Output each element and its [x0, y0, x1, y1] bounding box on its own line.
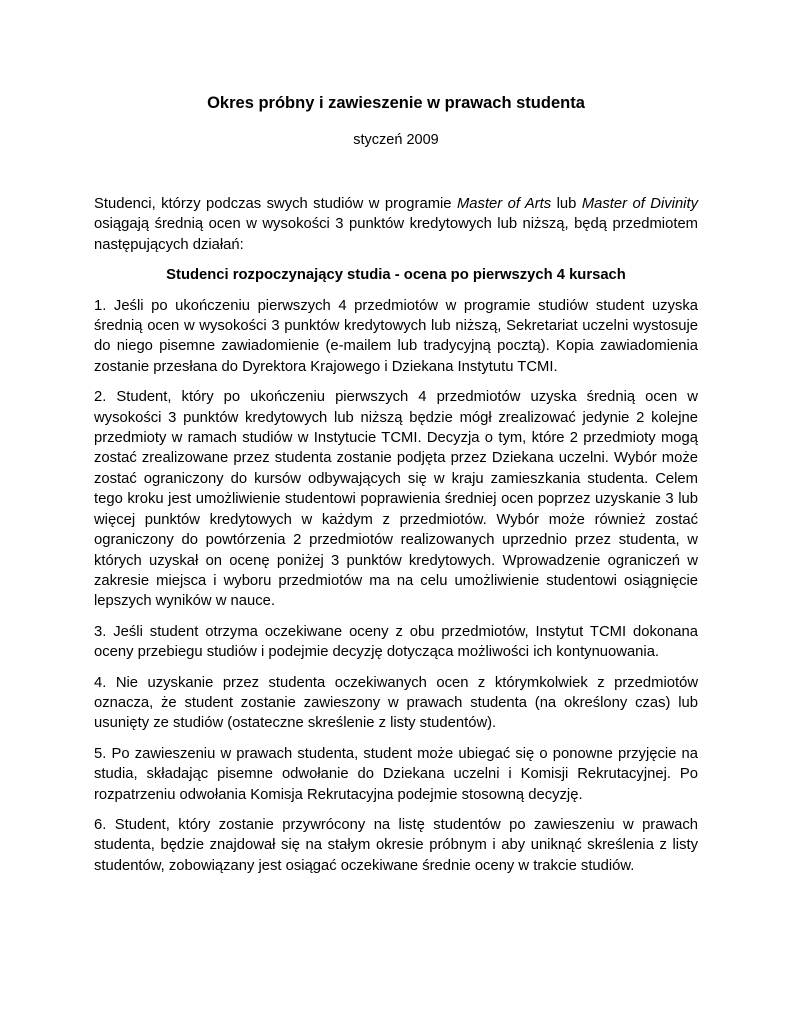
program-name-master-of-arts: Master of Arts	[456, 196, 552, 212]
list-item-3: 3. Jeśli student otrzyma oczekiwane oceny z obu przedmiotów, Instytut TCMI dokonana oceny przebiegu studiów i podejmie decyzję dotycząca możliwości ich kontynuowania.	[94, 623, 698, 661]
document-body	[94, 194, 698, 876]
list-item-6: 6. Student, który zostanie przywrócony na listę studentów po zawieszeniu w prawach studenta, będzie znajdował się na stałym okresie próbnym i aby uniknąć skreślenia z listy studentów, zobowiązany jest osiągać oczekiwane średnie oceny w trakcie studiów.	[94, 816, 698, 874]
list-item-2: 2. Student, który po ukończeniu pierwszych 4 przedmiotów uzyska średnią ocen w wysokości 3 punktów kredytowych lub niższą będzie mógł zrealizować jedynie 2 kolejne przedmioty w ramach studiów w Instytucie TCMI. Decyzja o tym, które 2 przedmioty mogą zostać zrealizowane przez studenta zostanie podjęta przez Dziekana uczelni. Wybór może zostać ograniczony do kursów odbywających się w kraju zamieszkania studenta. Celem tego kroku jest umożliwienie studentowi poprawienia średniej ocen poprzez uzyskanie 3 lub więcej punktów kredytowych w każdym z przedmiotów. Wybór może również zostać ograniczony do powtórzenia 2 przedmiotów realizowanych uprzednio przez studenta, w których uzyskał on ocenę poniżej 3 punktów kredytowych. Wprowadzenie ograniczeń w zakresie miejsca i wyboru przedmiotów ma na celu umożliwienie studentowi osiągnięcie lepszych wyników w nauce.	[94, 389, 698, 610]
intro-paragraph	[94, 194, 698, 255]
list-item-5: 5. Po zawieszeniu w prawach studenta, student może ubiegać się o ponowne przyjęcie na studia, składając pisemne odwołanie do Dziekana uczelni i Komisji Rekrutacyjnej. Po rozpatrzeniu odwołania Komisja Rekrutacyjna podejmie stosowną decyzję.	[94, 745, 698, 803]
intro-text: lub	[551, 196, 582, 212]
list-item-1: 1. Jeśli po ukończeniu pierwszych 4 przedmiotów w programie studiów student uzyska średnią ocen w wysokości 3 punktów kredytowych lub niższą, Sekretariat uczelni wystosuje do niego pisemne zawiadomienie (e-mailem lub tradycyjną pocztą). Kopia zawiadomienia zostanie przesłana do Dyrektora Krajowego i Dziekana Instytutu TCMI.	[94, 297, 698, 375]
list-item-4: 4. Nie uzyskanie przez studenta oczekiwanych ocen z którymkolwiek z przedmiotów oznacza, że student zostanie zawieszony w prawach studenta (na określony czas) lub usunięty ze studiów (ostateczne skreślenie z listy studentów).	[94, 674, 698, 732]
intro-text: osiągają średnią ocen w wysokości 3 punktów kredytowych lub niższą, będą przedmiotem następujących działań:	[94, 216, 698, 253]
intro-text: Studenci, którzy podczas swych studiów w programie	[94, 196, 457, 212]
document-title: Okres próbny i zawieszenie w prawach studenta	[207, 94, 585, 112]
program-name-master-of-divinity: Master of Divinity	[581, 196, 698, 212]
document-date: styczeń 2009	[353, 132, 439, 148]
section-heading: Studenci rozpoczynający studia - ocena po pierwszych 4 kursach	[166, 267, 626, 284]
